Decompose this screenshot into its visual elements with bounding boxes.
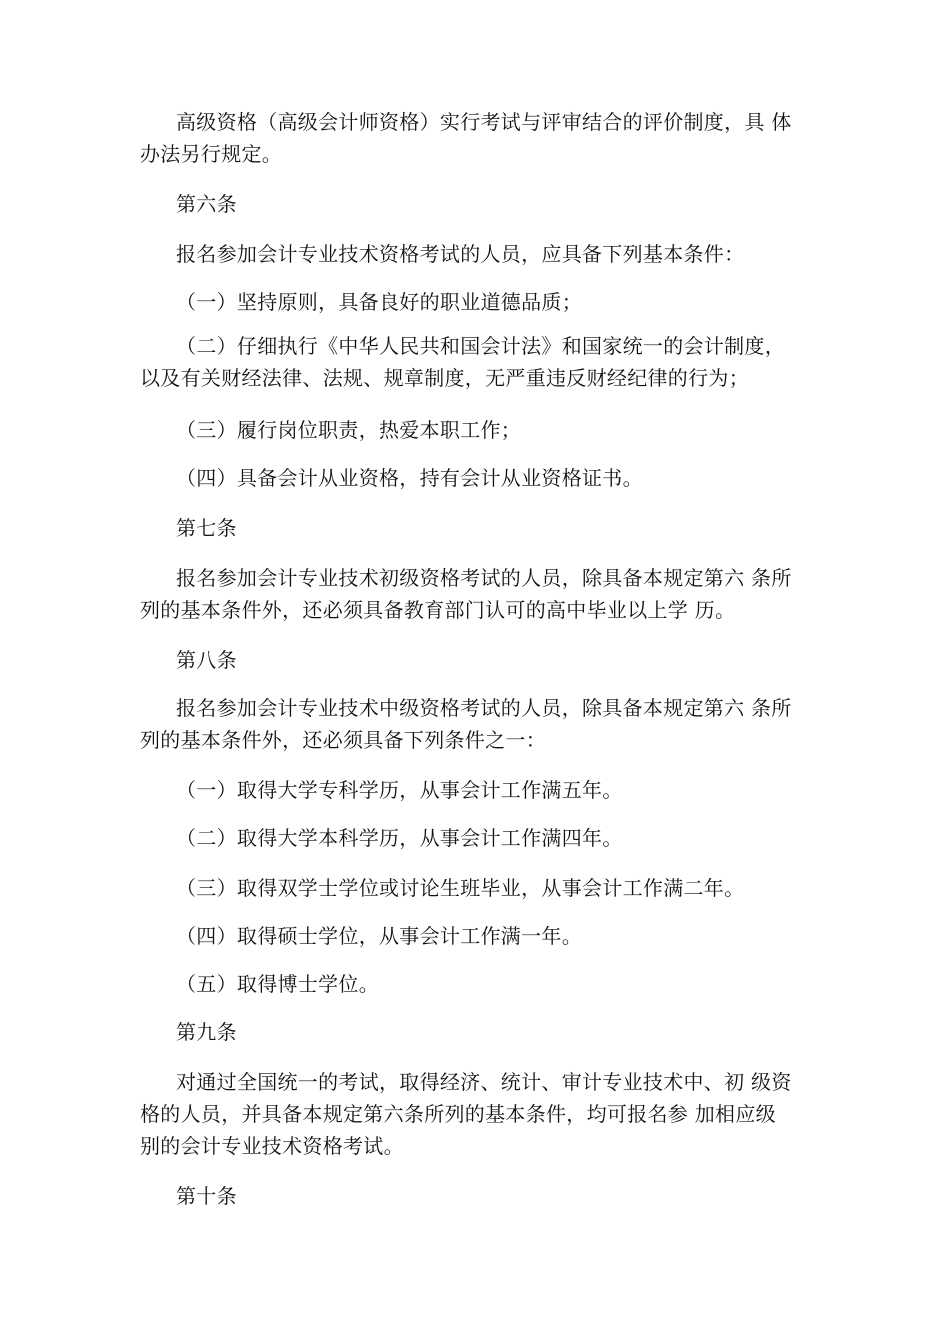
paragraph-junior-qualification bbox=[140, 562, 830, 626]
text-line: 列的基本条件外，还必须具备教育部门认可的高中毕业以上学 历。 bbox=[140, 598, 736, 622]
paragraph-senior-qualification bbox=[140, 106, 830, 170]
article-title: 第七条 bbox=[176, 516, 237, 540]
paragraph-basic-conditions bbox=[140, 238, 830, 270]
text-line: 对通过全国统一的考试，取得经济、统计、审计专业技术中、初 级资 bbox=[176, 1070, 792, 1094]
list-item-condition-1 bbox=[140, 286, 830, 318]
article-heading-6 bbox=[140, 188, 830, 220]
text-line: （一）取得大学专科学历，从事会计工作满五年。 bbox=[176, 778, 623, 802]
article-title: 第八条 bbox=[176, 648, 237, 672]
text-line: （三）取得双学士学位或讨论生班毕业，从事会计工作满二年。 bbox=[176, 876, 745, 900]
text-line: （三）履行岗位职责，热爱本职工作； bbox=[176, 418, 522, 442]
paragraph-intermediate-qualification bbox=[140, 692, 830, 756]
article-title: 第六条 bbox=[176, 192, 237, 216]
list-item-intermediate-2 bbox=[140, 822, 830, 854]
text-line: （二）取得大学本科学历，从事会计工作满四年。 bbox=[176, 826, 623, 850]
list-item-intermediate-4 bbox=[140, 920, 830, 952]
list-item-condition-4 bbox=[140, 462, 830, 494]
text-line: 报名参加会计专业技术资格考试的人员，应具备下列基本条件： bbox=[176, 242, 745, 266]
text-line: （四）具备会计从业资格，持有会计从业资格证书。 bbox=[176, 466, 643, 490]
text-line: （四）取得硕士学位，从事会计工作满一年。 bbox=[176, 924, 582, 948]
text-line: （二）仔细执行《中华人民共和国会计法》和国家统一的会计制度， bbox=[176, 334, 785, 358]
list-item-condition-2 bbox=[140, 330, 830, 394]
text-line: 以及有关财经法律、法规、规章制度，无严重违反财经纪律的行为； bbox=[140, 366, 749, 390]
article-heading-8 bbox=[140, 644, 830, 676]
text-line: 列的基本条件外，还必须具备下列条件之一： bbox=[140, 728, 546, 752]
article-heading-10 bbox=[140, 1180, 830, 1212]
text-line: 别的会计专业技术资格考试。 bbox=[140, 1134, 404, 1158]
article-heading-9 bbox=[140, 1016, 830, 1048]
list-item-intermediate-5 bbox=[140, 968, 830, 1000]
list-item-intermediate-1 bbox=[140, 774, 830, 806]
list-item-intermediate-3 bbox=[140, 872, 830, 904]
text-line: 报名参加会计专业技术初级资格考试的人员，除具备本规定第六 条所 bbox=[176, 566, 792, 590]
text-line: 报名参加会计专业技术中级资格考试的人员，除具备本规定第六 条所 bbox=[176, 696, 792, 720]
article-title: 第九条 bbox=[176, 1020, 237, 1044]
text-line: （五）取得博士学位。 bbox=[176, 972, 379, 996]
article-heading-7 bbox=[140, 512, 830, 544]
text-line: （一）坚持原则，具备良好的职业道德品质； bbox=[176, 290, 582, 314]
article-title: 第十条 bbox=[176, 1184, 237, 1208]
text-line: 格的人员，并具备本规定第六条所列的基本条件，均可报名参 加相应级 bbox=[140, 1102, 776, 1126]
text-line: 高级资格（高级会计师资格）实行考试与评审结合的评价制度，具 体 bbox=[176, 110, 792, 134]
paragraph-other-qualifications bbox=[140, 1066, 830, 1162]
list-item-condition-3 bbox=[140, 414, 830, 446]
text-line: 办法另行规定。 bbox=[140, 142, 283, 166]
